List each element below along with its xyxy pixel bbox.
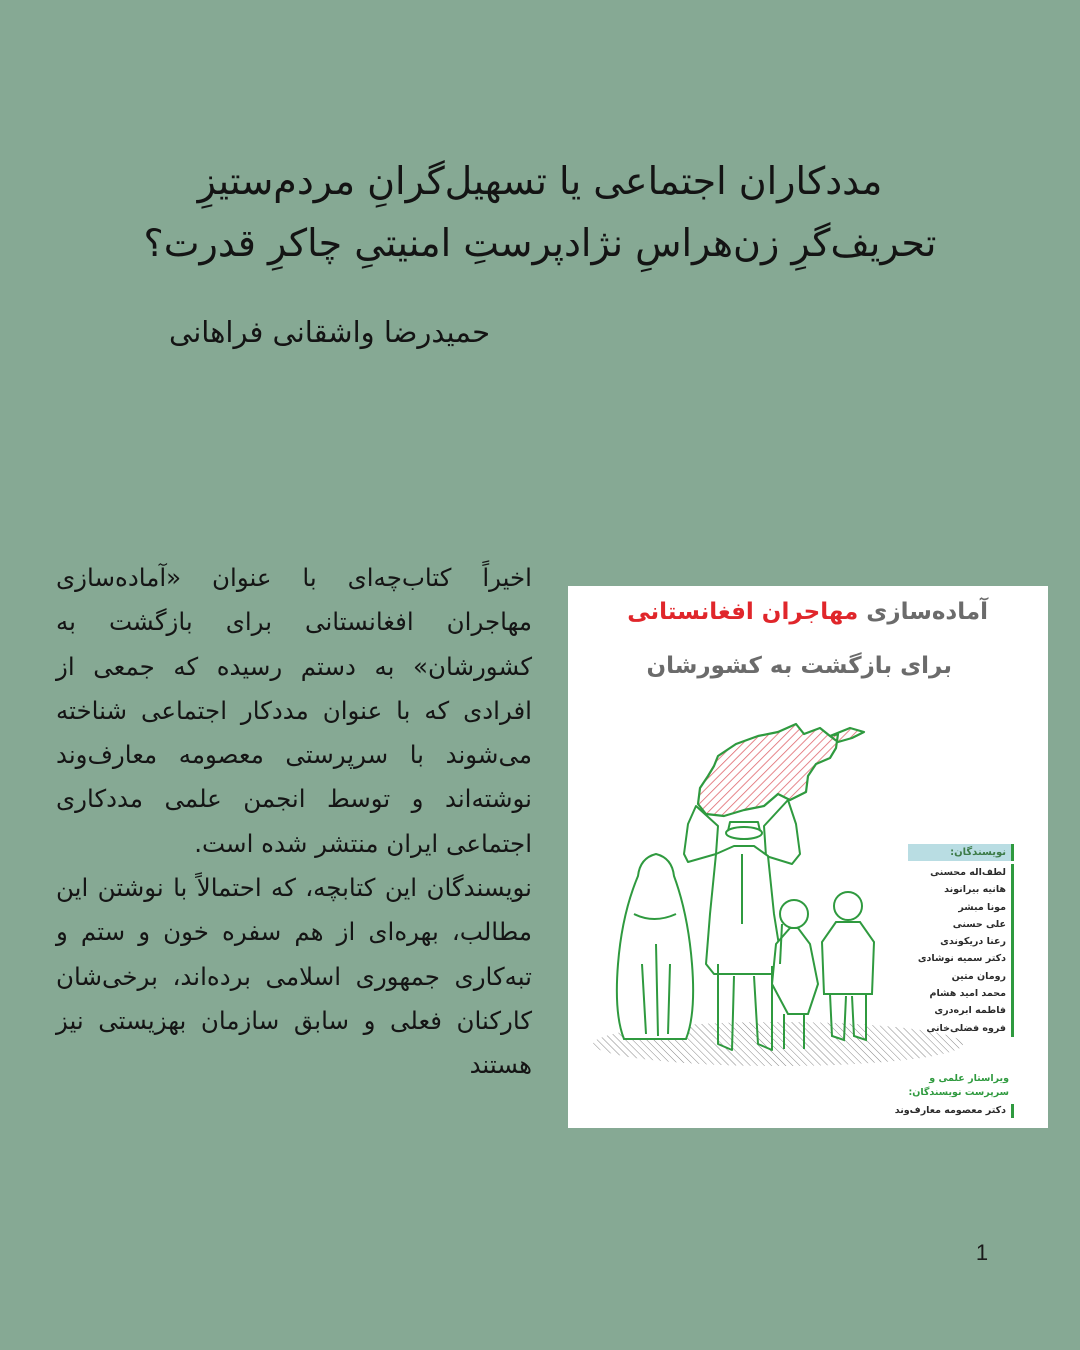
cover-title-highlight: مهاجران افغانستانی — [627, 599, 859, 625]
cover-subtitle: برای بازگشت به کشورشان — [646, 653, 952, 679]
cover-editor-name: دکتر معصومه معارف‌وند — [868, 1104, 1014, 1118]
body-paragraph-1: اخیراً کتاب‌چه‌ای با عنوان «آماده‌سازی مهاجران افغانستانی برای بازگشت به کشورشان» به دستم رسیده که جمعی از افرادی که با عنوان مددکار اجتماعی شناخته می‌شوند با سرپرستی معصومه معارف‌وند نوشته‌اند و توسط انجمن علمی مددکاری اجتماعی ایران منتشر شده است. — [56, 563, 532, 858]
article-body — [56, 556, 532, 1088]
title-line-2: تحریف‌گرِ زن‌هراسِ نژادپرستِ امنیتیِ چاکرِ قدرت؟ — [143, 221, 937, 265]
cover-authors-list — [908, 864, 1014, 1037]
page-number: 1 — [975, 1240, 989, 1265]
cover-author-item: هانیه بیرانوند — [944, 884, 1006, 896]
cover-author-item: محمد امید هشام — [929, 988, 1006, 1000]
cover-authors-box — [908, 844, 1014, 1037]
cover-editor-box — [868, 1072, 1014, 1118]
title-line-1: مددکاران اجتماعی یا تسهیل‌گرانِ مردم‌ستیزِ — [197, 159, 883, 203]
cover-title — [578, 594, 988, 630]
woman-figure — [617, 854, 693, 1039]
author-name: حمیدرضا واشقانی فراهانی — [169, 315, 490, 349]
cover-author-item: رومان متین — [951, 970, 1006, 982]
cover-author-item: دکتر سمیه نوشادی — [917, 953, 1006, 965]
afghanistan-map-icon — [698, 724, 864, 816]
article-title — [60, 150, 1020, 274]
cover-authors-heading: نویسندگان: — [908, 844, 1014, 861]
cover-author-item: لطف‌اله محسنی — [930, 867, 1006, 878]
cover-author-item: فاطمه ابره‌دری — [934, 1005, 1006, 1017]
body-paragraph-2: نویسندگان این کتابچه، که احتمالاً با نوشتن این مطالب، بهره‌ای از هم سفره خون و ستم و تبه‌کاری جمهوری اسلامی برده‌اند، برخی‌شان کارکنان فعلی و سابق سازمان بهزیستی نیز هستند — [56, 873, 532, 1080]
cover-editor-heading-1: ویراستار علمی و — [929, 1073, 1009, 1084]
cover-title-prefix: آماده‌سازی — [866, 599, 988, 625]
boy-figure — [822, 892, 874, 1040]
book-cover-image — [568, 586, 1048, 1128]
cover-author-item: فروه فضلی‌خانی — [926, 1022, 1006, 1034]
cover-editor-heading-2: سرپرست نویسندگان: — [908, 1087, 1009, 1098]
cover-author-item: علی حسنی — [952, 918, 1006, 930]
cover-author-item: رعنا دریکوندی — [940, 936, 1006, 948]
cover-author-item: مونا مبشر — [958, 901, 1006, 913]
